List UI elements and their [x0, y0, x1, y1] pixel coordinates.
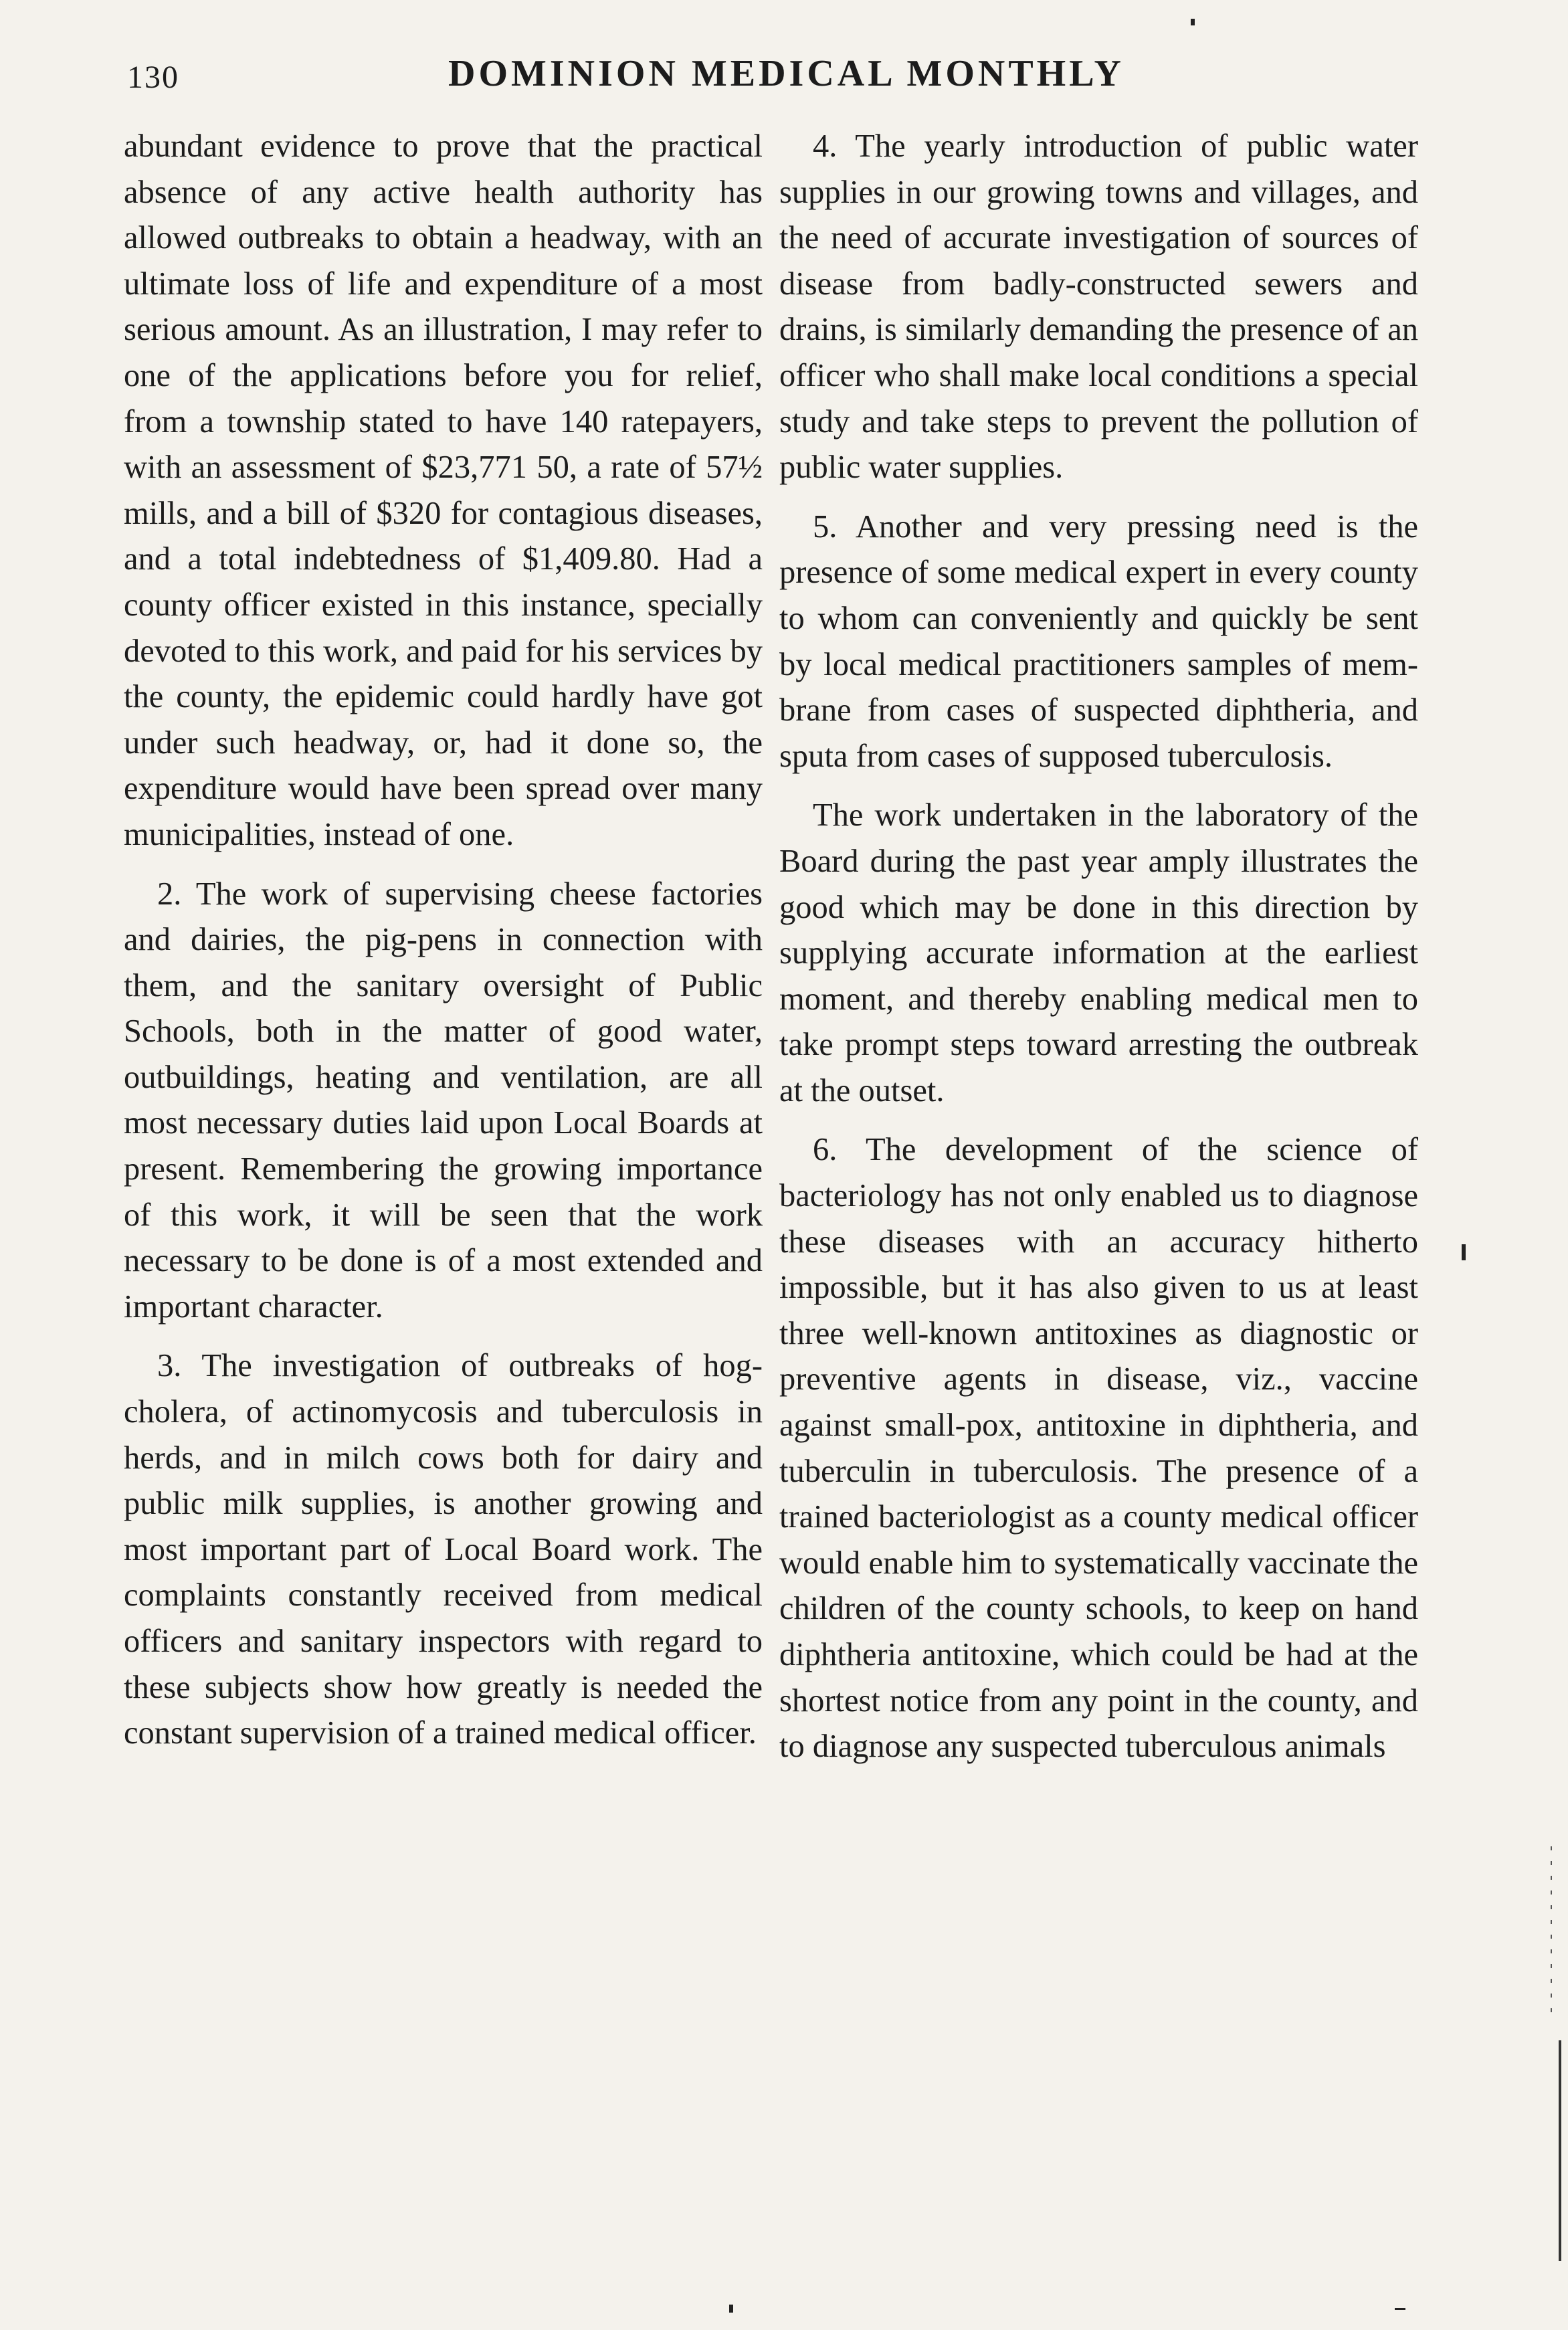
scan-edge-dots — [1551, 1846, 1552, 2020]
page-number: 130 — [127, 60, 179, 95]
paragraph-item-5: 5. Another and very pressing need is the presence of some medical expert in every county to whom can conveniently and quickly be sent by local medical practitioners samples of membrane from cases of suspected diphtheria, and sputa from cases of supposed tuberculosis. — [779, 508, 1418, 774]
paragraph-continued: abundant evidence to prove that the practical absence of any active health authority has allowed outbreaks to obtain a headway, with an ultimate loss of life and expenditure of a most serious amount. As an illustration, I may refer to one of the applications before you for relief, from a township stated to have 140 ratepayers, with an assessment of $23,771 50, a rate of 57½ mills, and a bill of $320 for contagious diseases, and a total indebtedness of $1,409.80. Had a county officer existed in this instance, specially devoted to this work, and paid for his services by the county, the epidemic could hardly have got under such headway, or, had it done so, the expenditure would have been spread over many municipalities, instead of one. — [124, 128, 763, 852]
scan-speck — [1395, 2308, 1405, 2310]
scan-speck — [1462, 1244, 1466, 1260]
paragraph-laboratory: The work undertaken in the laboratory of the Board during the past year amply illustrates the good which may be done in this direction by supplying accurate information at the earliest moment, and thereby enabling medical men to take prompt steps toward arresting the outbreak at the outset. — [779, 797, 1418, 1108]
paragraph-item-4: 4. The yearly introduction of public water supplies in our growing towns and villages, and the need of accurate investigation of sources of disease from badly-constructed sewers and drains, is similarly demanding the presence of an officer who shall make local conditions a special study and take steps to prevent the pollution of public water supplies. — [779, 128, 1418, 486]
left-column — [124, 124, 763, 1770]
paragraph-item-6: 6. The development of the science of bacteriology has not only enabled us to diagnose these diseases with an accuracy hitherto impossible, but it has also given to us at least three well-known antitoxines as diagnostic or preventive agents in disease, viz., vaccine against small-pox, antitoxine in diphtheria, and tuberculin in tuberculosis. The presence of a trained bacteriologist as a county medical officer would enable him to systematically vaccinate the children of the county schools, to keep on hand diphtheria antitoxine, which could be had at the shortest notice from any point in the county, and to diagnose any suspected tuberculous animals — [779, 1132, 1418, 1765]
scan-speck — [729, 2305, 733, 2313]
paragraph-item-3: 3. The investigation of outbreaks of hog-cholera, of actinomycosis and tuberculosis in herds, and in milch cows both for dairy and public milk supplies, is another growing and most important part of Local Board work. The complaints constantly received from medical officers and sanitary inspectors with regard to these subjects show how greatly is needed the constant supervision of a trained medical officer. — [124, 1348, 763, 1751]
scan-speck — [1191, 19, 1195, 25]
journal-title: DOMINION MEDICAL MONTHLY — [448, 53, 1124, 94]
right-column — [779, 124, 1418, 1783]
scan-edge-line — [1559, 2040, 1561, 2261]
running-head — [87, 52, 1425, 126]
paragraph-item-2: 2. The work of supervising cheese factories and dairies, the pig-pens in connection with them, and the sanitary oversight of Public Schools, both in the matter of good water, outbuildings, heating and ventilation, are all most necessary duties laid upon Local Boards at present. Remembering the growing importance of this work, it will be seen that the work necessary to be done is of a most extended and important character. — [124, 876, 763, 1325]
